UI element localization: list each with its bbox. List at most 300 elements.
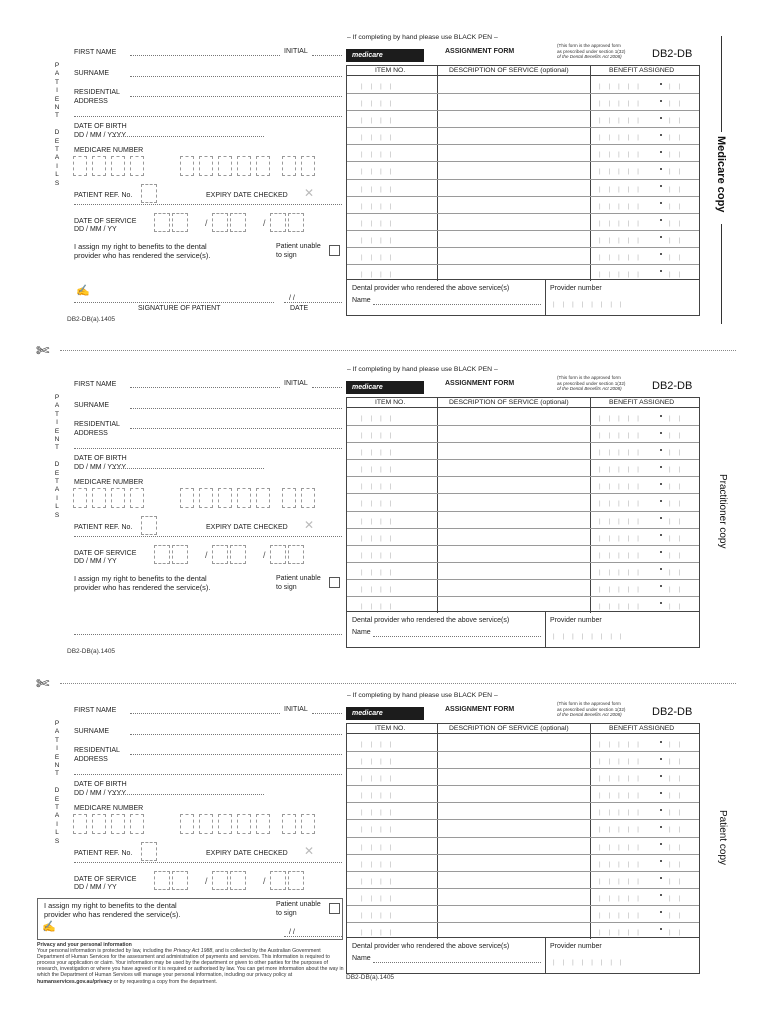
benefit-digit-boxes[interactable]: ||||| [599,169,647,176]
benefit-digit-boxes[interactable]: ||||| [599,254,647,261]
decimal-point [660,415,662,417]
benefit-digit-boxes[interactable]: ||||| [599,433,647,440]
cents-boxes[interactable]: || [669,118,689,125]
service-year-box[interactable] [270,871,286,890]
provider-number-boxes[interactable]: |||||||| [553,302,630,308]
cents-boxes[interactable]: || [669,101,689,108]
sidebar-letter: N [54,436,60,444]
cents-boxes[interactable]: || [669,810,689,817]
sidebar-letter: E [54,469,60,477]
item-no-boxes[interactable]: |||| [361,793,400,800]
cents-boxes[interactable]: || [669,254,689,261]
cents-boxes[interactable]: || [669,569,689,576]
benefit-digit-boxes[interactable]: ||||| [599,535,647,542]
cents-boxes[interactable]: || [669,135,689,142]
address-field-line-2[interactable] [74,774,342,775]
black-pen-note: – If completing by hand please use BLACK PEN – [347,366,498,373]
item-no-boxes[interactable]: |||| [361,569,400,576]
cents-boxes[interactable]: || [669,467,689,474]
item-no-boxes[interactable]: |||| [361,271,400,278]
surname-label: SURNAME [74,728,110,735]
dental-provider-box [346,938,700,974]
approved-form-note-2: as prescribed under section 1(32) [557,380,626,386]
service-row[interactable] [347,196,699,213]
address-field-line-1[interactable] [130,754,342,755]
service-row[interactable] [347,264,699,281]
service-year-box[interactable] [288,545,304,564]
medicare-number-digit-box[interactable] [199,814,213,834]
item-no-boxes[interactable]: |||| [361,552,400,559]
expiry-checked-label: EXPIRY DATE CHECKED [206,524,288,531]
benefit-digit-boxes[interactable]: ||||| [599,186,647,193]
service-row[interactable] [347,161,699,178]
service-row[interactable] [347,802,699,819]
decimal-point [660,534,662,536]
benefit-digit-boxes[interactable]: ||||| [599,827,647,834]
medicare-number-digit-box[interactable] [237,156,251,176]
service-row[interactable] [347,751,699,768]
cents-boxes[interactable]: || [669,912,689,919]
dob-field[interactable] [112,468,264,469]
item-no-boxes[interactable]: |||| [361,844,400,851]
cents-boxes[interactable]: || [669,433,689,440]
medicare-number-digit-box[interactable] [92,814,106,834]
item-no-boxes[interactable]: |||| [361,861,400,868]
sidebar-letter: E [54,795,60,803]
expiry-check-x-icon[interactable]: ✕ [304,844,315,858]
cents-boxes[interactable]: || [669,152,689,159]
item-no-boxes[interactable]: |||| [361,501,400,508]
item-no-boxes[interactable]: |||| [361,101,400,108]
service-day-box[interactable] [154,871,170,890]
item-no-boxes[interactable]: |||| [361,203,400,210]
medicare-number-digit-box[interactable] [180,814,194,834]
benefit-digit-boxes[interactable]: ||||| [599,742,647,749]
benefit-digit-boxes[interactable]: ||||| [599,844,647,851]
medicare-number-digit-box[interactable] [301,156,315,176]
service-row[interactable] [347,734,699,751]
patient-details-vertical-label [53,394,61,520]
signature-date-field[interactable] [284,302,342,303]
cents-boxes[interactable]: || [669,776,689,783]
cents-boxes[interactable]: || [669,895,689,902]
medicare-number-digit-box[interactable] [218,814,232,834]
cut-line-1 [36,344,736,358]
sidebar-letter [53,779,61,787]
service-row[interactable] [347,528,699,545]
service-row[interactable] [347,459,699,476]
item-no-boxes[interactable]: |||| [361,416,400,423]
service-row[interactable] [347,562,699,579]
service-row[interactable] [347,110,699,127]
sidebar-letter: I [56,494,58,502]
benefit-digit-boxes[interactable]: ||||| [599,135,647,142]
item-no-boxes[interactable]: |||| [361,810,400,817]
cents-boxes[interactable]: || [669,586,689,593]
item-no-boxes[interactable]: |||| [361,535,400,542]
item-no-boxes[interactable]: |||| [361,878,400,885]
benefit-digit-boxes[interactable]: ||||| [599,878,647,885]
benefit-digit-boxes[interactable]: ||||| [599,484,647,491]
benefit-digit-boxes[interactable]: ||||| [599,586,647,593]
date-slashes: / / [289,295,295,302]
service-row[interactable] [347,127,699,144]
service-day-box[interactable] [172,545,188,564]
provider-name-field[interactable] [373,636,541,637]
assignment-form-title: ASSIGNMENT FORM [445,706,515,713]
cents-boxes[interactable]: || [669,844,689,851]
service-row[interactable] [347,144,699,161]
item-no-boxes[interactable]: |||| [361,929,400,936]
service-row[interactable] [347,230,699,247]
services-table-header [347,724,699,734]
item-no-boxes[interactable]: |||| [361,827,400,834]
dob-format: DD / MM / YYYY [74,132,126,139]
service-day-box[interactable] [172,213,188,232]
medicare-number-digit-box[interactable] [180,156,194,176]
benefit-digit-boxes[interactable]: ||||| [599,416,647,423]
benefit-digit-boxes[interactable]: ||||| [599,569,647,576]
benefit-digit-boxes[interactable]: ||||| [599,552,647,559]
sidebar-letter: A [54,154,60,162]
service-row[interactable] [347,837,699,854]
medicare-number-digit-box[interactable] [130,156,144,176]
first-name-field[interactable] [130,55,280,56]
medicare-number-digit-box[interactable] [199,488,213,508]
signature-field[interactable] [74,302,274,303]
cents-boxes[interactable]: || [669,84,689,91]
benefit-digit-boxes[interactable]: ||||| [599,84,647,91]
service-row[interactable] [347,408,699,425]
dob-label: DATE OF BIRTH [74,781,127,788]
cents-boxes[interactable]: || [669,203,689,210]
provider-number-boxes[interactable]: |||||||| [553,960,630,966]
medicare-number-digit-box[interactable] [130,814,144,834]
medicare-number-digit-box[interactable] [282,814,296,834]
approved-form-note-1: (This form is the approved form [557,375,621,380]
assignment-form-practitioner-copy [0,332,770,662]
service-year-box[interactable] [270,213,286,232]
service-month-box[interactable] [212,213,228,232]
benefit-digit-boxes[interactable]: ||||| [599,237,647,244]
item-no-boxes[interactable]: |||| [361,895,400,902]
service-day-box[interactable] [154,213,170,232]
services-table-header [347,398,699,408]
decimal-point [660,758,662,760]
expiry-checked-label: EXPIRY DATE CHECKED [206,192,288,199]
service-row[interactable] [347,76,699,93]
item-no-boxes[interactable]: |||| [361,912,400,919]
service-row[interactable] [347,511,699,528]
benefit-digit-boxes[interactable]: ||||| [599,895,647,902]
cents-boxes[interactable]: || [669,878,689,885]
cents-boxes[interactable]: || [669,501,689,508]
item-no-boxes[interactable]: |||| [361,759,400,766]
sidebar-letter: E [54,95,60,103]
service-row[interactable] [347,854,699,871]
provider-number-boxes[interactable]: |||||||| [553,634,630,640]
item-no-boxes[interactable]: |||| [361,742,400,749]
service-month-box[interactable] [230,871,246,890]
benefit-digit-boxes[interactable]: ||||| [599,759,647,766]
expiry-check-x-icon[interactable]: ✕ [304,518,315,532]
decimal-point [660,253,662,255]
benefit-digit-boxes[interactable]: ||||| [599,793,647,800]
service-row[interactable] [347,545,699,562]
service-month-box[interactable] [212,871,228,890]
assignment-form-title: ASSIGNMENT FORM [445,380,515,387]
item-no-boxes[interactable]: |||| [361,254,400,261]
benefit-digit-boxes[interactable]: ||||| [599,118,647,125]
provider-name-label: Name [352,955,371,962]
surname-field[interactable] [130,76,342,77]
divider-line [74,204,342,205]
item-no-boxes[interactable]: |||| [361,450,400,457]
service-row[interactable] [347,442,699,459]
decimal-point [660,449,662,451]
service-row[interactable] [347,888,699,905]
surname-label: SURNAME [74,70,110,77]
privacy-body-2: , and is collected by the Australian Government Department of Human Services for the assessment and administration of payments and services. This information is required to process your application or claim. Your information may be used by the department or given to other parties for the purposes of research, investigation or where you have agreed or it is required or authorised by law. You can get more information about the way in which the Department of Human Services will manage your personal information, including our privacy policy at [37,948,344,979]
medicare-number-digit-box[interactable] [73,156,87,176]
col-header-description: DESCRIPTION OF SERVICE (optional) [449,67,569,74]
dob-field[interactable] [112,794,264,795]
patient-unable-checkbox[interactable] [329,903,340,914]
initial-field[interactable] [312,713,342,714]
item-no-boxes[interactable]: |||| [361,152,400,159]
decimal-point [660,117,662,119]
cents-boxes[interactable]: || [669,271,689,278]
provider-name-field[interactable] [373,304,541,305]
benefit-digit-boxes[interactable]: ||||| [599,810,647,817]
medicare-number-label: MEDICARE NUMBER [74,479,144,486]
signature-field[interactable] [74,634,342,635]
benefit-digit-boxes[interactable]: ||||| [599,467,647,474]
medicare-number-digit-box[interactable] [218,488,232,508]
sidebar-letter: T [55,146,59,154]
item-no-boxes[interactable]: |||| [361,433,400,440]
benefit-digit-boxes[interactable]: ||||| [599,501,647,508]
benefit-digit-boxes[interactable]: ||||| [599,203,647,210]
service-row[interactable] [347,213,699,230]
service-row[interactable] [347,476,699,493]
initial-field[interactable] [312,55,342,56]
scissors-icon: ✄ [36,676,50,693]
benefit-digit-boxes[interactable]: ||||| [599,518,647,525]
benefit-digit-boxes[interactable]: ||||| [599,152,647,159]
surname-field[interactable] [130,408,342,409]
item-no-boxes[interactable]: |||| [361,484,400,491]
first-name-field[interactable] [130,713,280,714]
copy-label-line-bottom [721,224,722,324]
benefit-digit-boxes[interactable]: ||||| [599,776,647,783]
address-field-line-2[interactable] [74,448,342,449]
benefit-digit-boxes[interactable]: ||||| [599,271,647,278]
service-month-box[interactable] [230,545,246,564]
initial-field[interactable] [312,387,342,388]
patient-ref-box[interactable] [141,516,157,535]
service-day-box[interactable] [172,871,188,890]
item-no-boxes[interactable]: |||| [361,586,400,593]
service-row[interactable] [347,905,699,922]
medicare-number-digit-box[interactable] [92,156,106,176]
service-row[interactable] [347,493,699,510]
medicare-number-digit-box[interactable] [218,156,232,176]
sidebar-letter: P [54,720,60,727]
decimal-point [660,466,662,468]
medicare-number-digit-box[interactable] [301,488,315,508]
medicare-number-digit-box[interactable] [301,814,315,834]
assignment-statement-line-2: provider who has rendered the service(s). [74,583,211,592]
medicare-number-digit-box[interactable] [256,156,270,176]
cents-boxes[interactable]: || [669,827,689,834]
decimal-point [660,219,662,221]
dob-field[interactable] [112,136,264,137]
service-row[interactable] [347,871,699,888]
signature-date-field[interactable] [284,936,342,937]
services-table [346,723,700,938]
medicare-number-digit-box[interactable] [282,488,296,508]
medicare-number-digit-box[interactable] [111,814,125,834]
service-row[interactable] [347,596,699,613]
medicare-number-digit-box[interactable] [111,156,125,176]
sidebar-letter: D [54,787,60,795]
medicare-number-digit-box[interactable] [130,488,144,508]
service-day-box[interactable] [154,545,170,564]
service-row[interactable] [347,579,699,596]
service-row[interactable] [347,179,699,196]
benefit-digit-boxes[interactable]: ||||| [599,603,647,610]
item-no-boxes[interactable]: |||| [361,135,400,142]
item-no-boxes[interactable]: |||| [361,467,400,474]
decimal-point [660,568,662,570]
cents-boxes[interactable]: || [669,861,689,868]
benefit-digit-boxes[interactable]: ||||| [599,861,647,868]
benefit-digit-boxes[interactable]: ||||| [599,929,647,936]
patient-ref-box[interactable] [141,842,157,861]
sidebar-letter: I [56,87,58,95]
item-no-boxes[interactable]: |||| [361,603,400,610]
medicare-number-digit-box[interactable] [256,814,270,834]
address-field-line-1[interactable] [130,428,342,429]
cents-boxes[interactable]: || [669,518,689,525]
date-of-service-format: DD / MM / YY [74,226,117,233]
cents-boxes[interactable]: || [669,237,689,244]
medicare-number-digit-box[interactable] [111,488,125,508]
sidebar-letter: A [54,728,60,736]
cents-boxes[interactable]: || [669,186,689,193]
benefit-digit-boxes[interactable]: ||||| [599,450,647,457]
address-field-line-1[interactable] [130,96,342,97]
sidebar-letter: E [54,753,60,761]
first-name-label: FIRST NAME [74,49,117,56]
col-header-description: DESCRIPTION OF SERVICE (optional) [449,725,569,732]
residential-label: RESIDENTIAL [74,747,120,754]
dental-provider-label: Dental provider who rendered the above service(s) [352,285,510,292]
benefit-digit-boxes[interactable]: ||||| [599,220,647,227]
expiry-check-x-icon[interactable]: ✕ [304,186,315,200]
item-no-boxes[interactable]: |||| [361,220,400,227]
patient-details-vertical-label [53,62,61,188]
item-no-boxes[interactable]: |||| [361,776,400,783]
benefit-digit-boxes[interactable]: ||||| [599,101,647,108]
medicare-number-digit-box[interactable] [237,488,251,508]
sidebar-letter: I [56,419,58,427]
cents-boxes[interactable]: || [669,929,689,936]
service-month-box[interactable] [212,545,228,564]
cents-boxes[interactable]: || [669,416,689,423]
cents-boxes[interactable]: || [669,220,689,227]
item-no-boxes[interactable]: |||| [361,118,400,125]
cents-boxes[interactable]: || [669,535,689,542]
decimal-point [660,432,662,434]
provider-name-field[interactable] [373,962,541,963]
service-row[interactable] [347,922,699,939]
medicare-number-digit-box[interactable] [282,156,296,176]
service-row[interactable] [347,785,699,802]
patient-unable-checkbox[interactable] [329,577,340,588]
service-year-box[interactable] [288,871,304,890]
cents-boxes[interactable]: || [669,484,689,491]
column-divider [545,612,546,648]
address-label: ADDRESS [74,98,108,105]
medicare-number-digit-box[interactable] [199,156,213,176]
service-row[interactable] [347,247,699,264]
cents-boxes[interactable]: || [669,552,689,559]
medicare-number-digit-box[interactable] [73,488,87,508]
service-year-box[interactable] [270,545,286,564]
provider-number-label: Provider number [550,617,602,624]
benefit-digit-boxes[interactable]: ||||| [599,912,647,919]
cents-boxes[interactable]: || [669,169,689,176]
medicare-number-digit-box[interactable] [73,814,87,834]
cents-boxes[interactable]: || [669,603,689,610]
medicare-number-digit-box[interactable] [92,488,106,508]
address-field-line-2[interactable] [74,116,342,117]
medicare-number-digit-box[interactable] [237,814,251,834]
cents-boxes[interactable]: || [669,742,689,749]
service-row[interactable] [347,425,699,442]
date-of-service-format: DD / MM / YY [74,558,117,565]
patient-unable-checkbox[interactable] [329,245,340,256]
decimal-point [660,911,662,913]
service-row[interactable] [347,93,699,110]
privacy-link[interactable]: humanservices.gov.au/privacy [37,978,113,985]
medicare-number-digit-box[interactable] [256,488,270,508]
medicare-number-digit-box[interactable] [180,488,194,508]
service-row[interactable] [347,768,699,785]
cents-boxes[interactable]: || [669,759,689,766]
item-no-boxes[interactable]: |||| [361,84,400,91]
patient-ref-box[interactable] [141,184,157,203]
date-slash: / [205,218,208,228]
decimal-point [660,134,662,136]
item-no-boxes[interactable]: |||| [361,518,400,525]
service-month-box[interactable] [230,213,246,232]
cents-boxes[interactable]: || [669,450,689,457]
service-year-box[interactable] [288,213,304,232]
sidebar-letter: N [54,762,60,770]
service-row[interactable] [347,819,699,836]
decimal-point [660,860,662,862]
surname-field[interactable] [130,734,342,735]
cents-boxes[interactable]: || [669,793,689,800]
item-no-boxes[interactable]: |||| [361,169,400,176]
item-no-boxes[interactable]: |||| [361,186,400,193]
first-name-field[interactable] [130,387,280,388]
dob-format: DD / MM / YYYY [74,464,126,471]
item-no-boxes[interactable]: |||| [361,237,400,244]
